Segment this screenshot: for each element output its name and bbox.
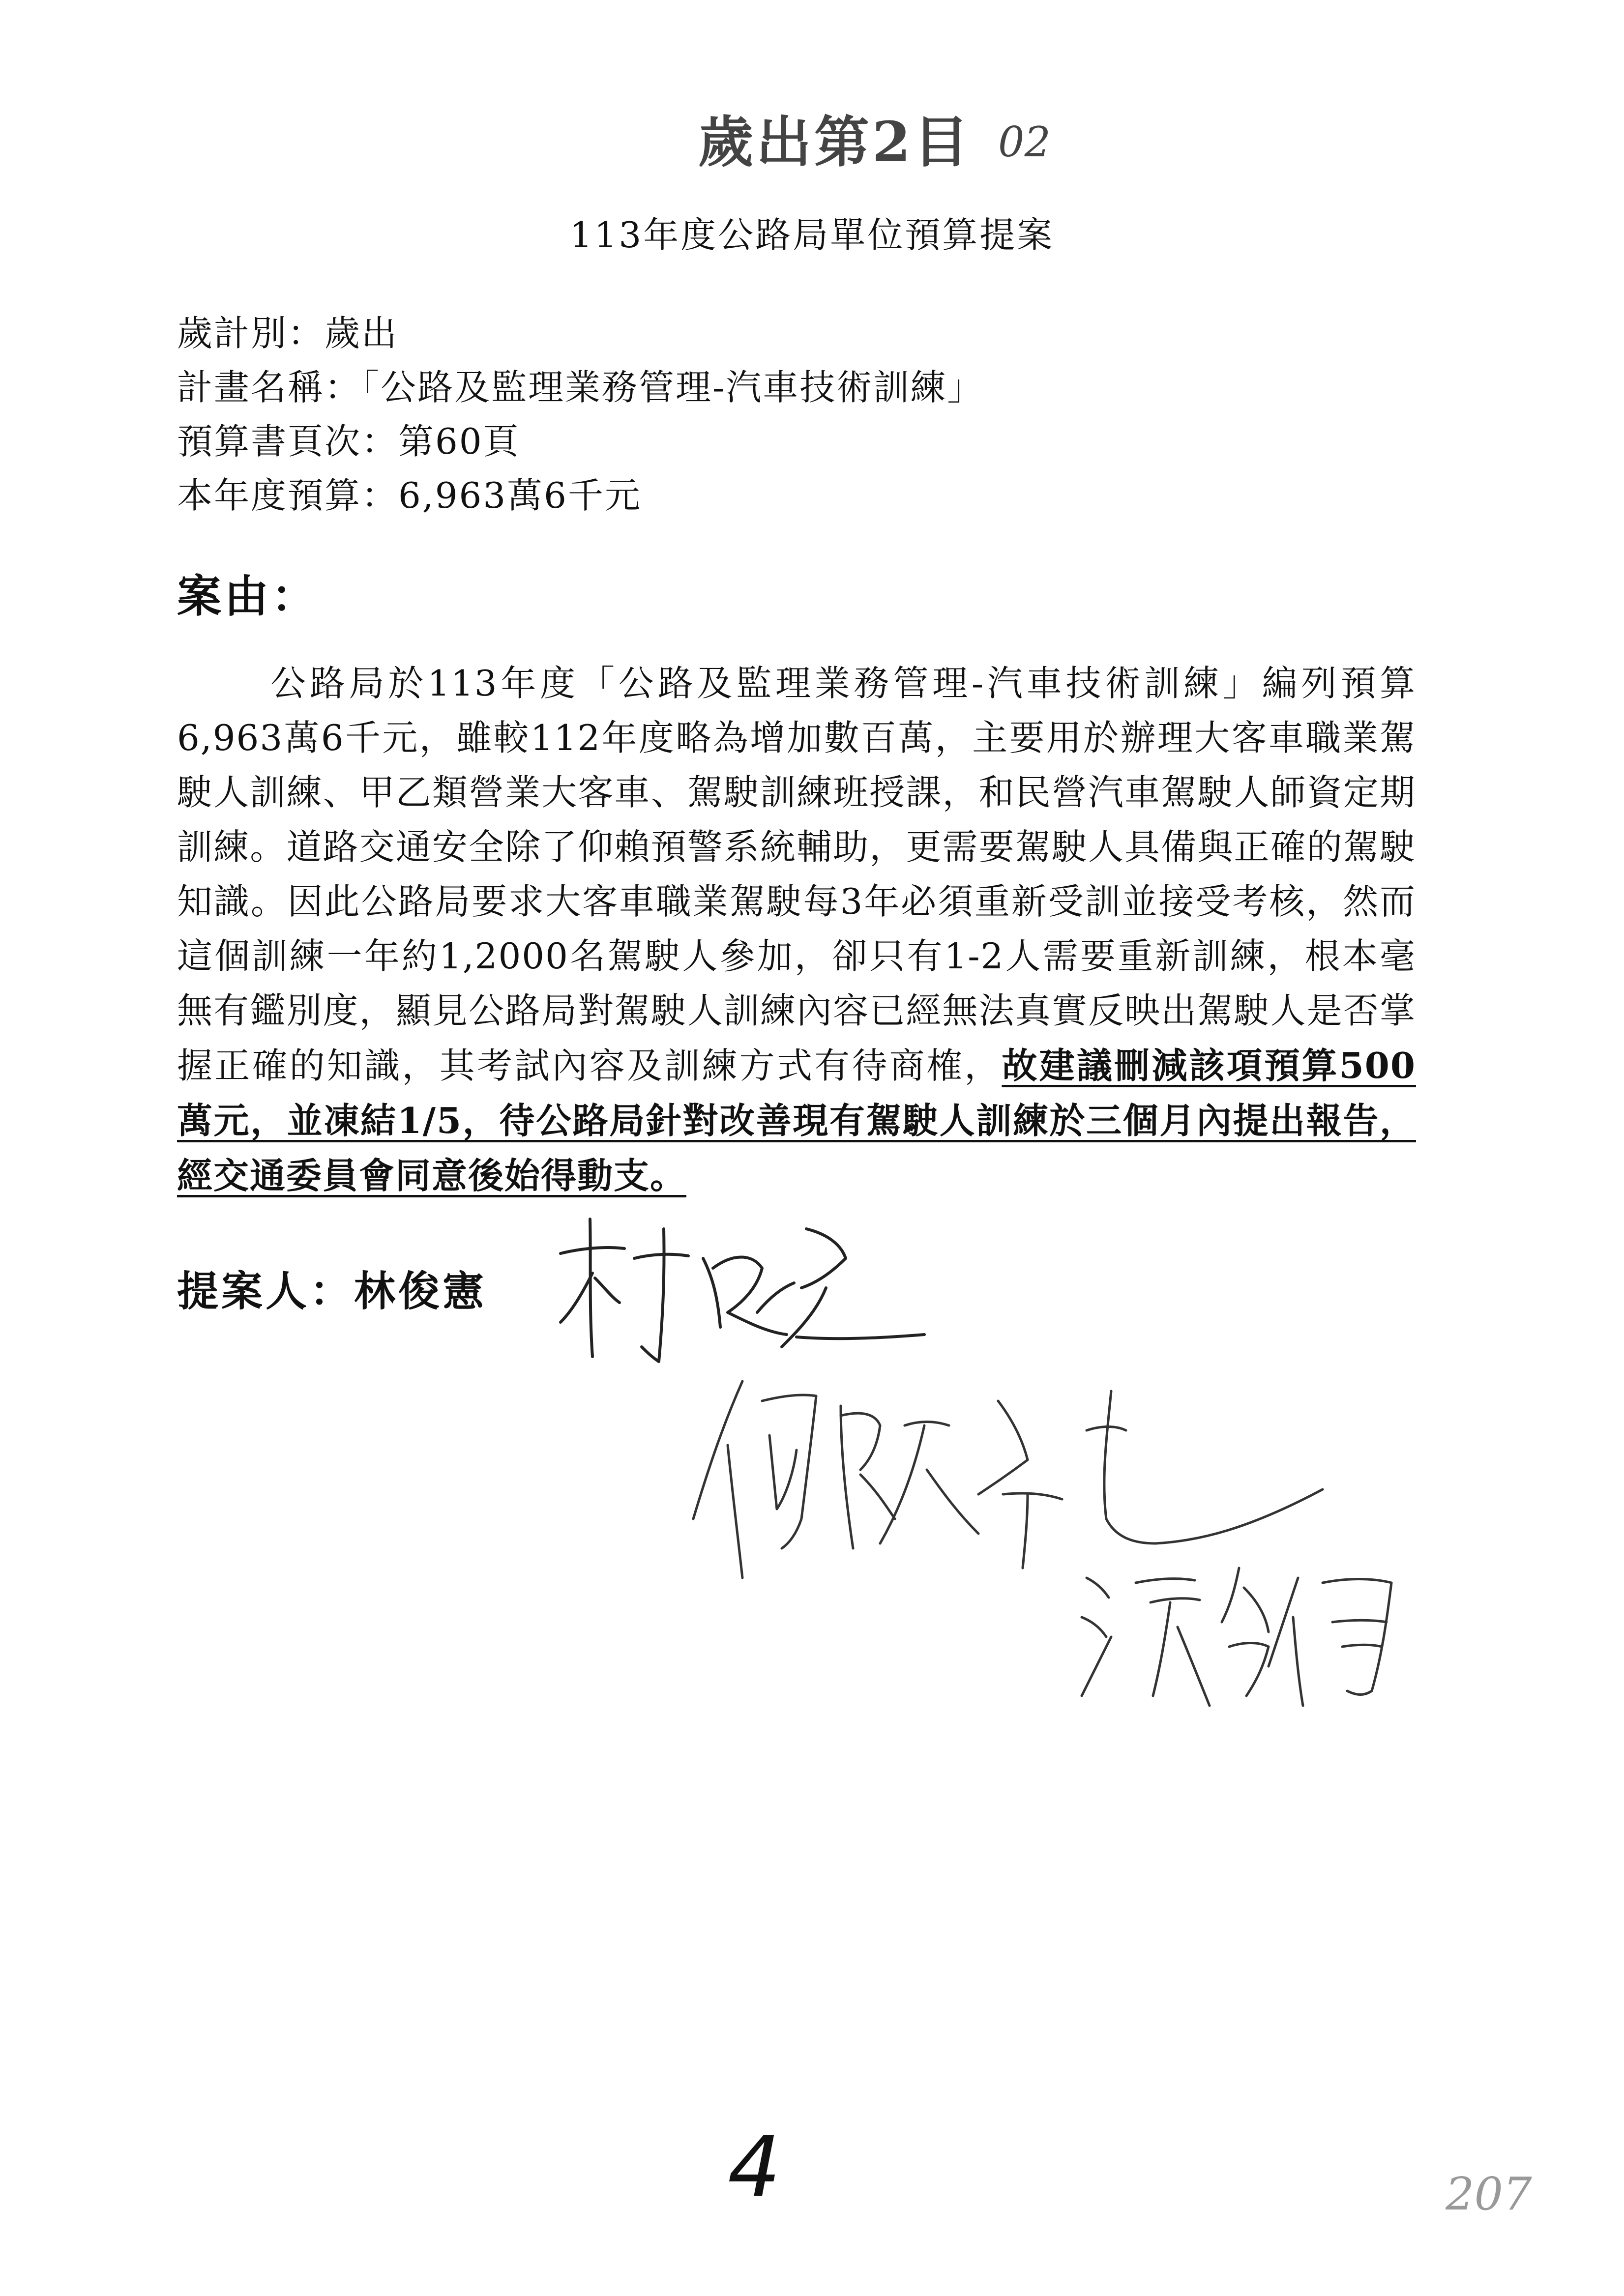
page-stamp: 207 (1446, 2168, 1532, 2220)
page-number: 4 (728, 2119, 781, 2216)
reason-resolution: 故建議刪減該項預算500萬元，並凍結1/5，待公路局針對改善現有駕駛人訓練於三個月內提出報告，經交通委員會同意後始得動支。 (177, 1045, 1416, 1196)
stamp-title: 歲出第2目 (698, 110, 972, 174)
reason-body-text: 公路局於113年度「公路及監理業務管理-汽車技術訓練」編列預算6,963萬6千元，雖較112年度略為增加數百萬，主要用於辦理大客車職業駕駛人訓練、甲乙類營業大客車、駕駛訓練班授課，和民營汽車駕駛人師資定期訓練。道路交通安全除了仰賴預警系統輔助，更需要駕駛人具備與正確的駕駛知識。因此公路局要求大客車職業駕駛每3年必須重新受訓並接受考核，然而這個訓練一年約1,2000名駕駛人參加，卻只有1-2人需要重新訓練，根本毫無有鑑別度，顯見公路局對駕駛人訓練內容已經無法真實反映出駕駛人是否掌握正確的知識，其考試內容及訓練方式有待商榷， (177, 663, 1416, 1086)
meta-budget-category: 歲計別：歲出 (177, 313, 399, 354)
signature-1 (551, 1199, 944, 1386)
reason-heading: 案由： (177, 570, 319, 622)
meta-annual-budget: 本年度預算：6,963萬6千元 (177, 475, 642, 516)
proposer-label: 提案人：林俊憲 (177, 1267, 487, 1315)
meta-plan-name: 計畫名稱：「公路及監理業務管理-汽車技術訓練」 (177, 367, 984, 408)
reason-body (177, 656, 1416, 1203)
meta-page-ref: 預算書頁次：第60頁 (177, 421, 520, 462)
signature-3 (1072, 1548, 1446, 1725)
document-title: 113年度公路局單位預算提案 (569, 214, 1055, 256)
stamp-code: 02 (998, 118, 1051, 166)
